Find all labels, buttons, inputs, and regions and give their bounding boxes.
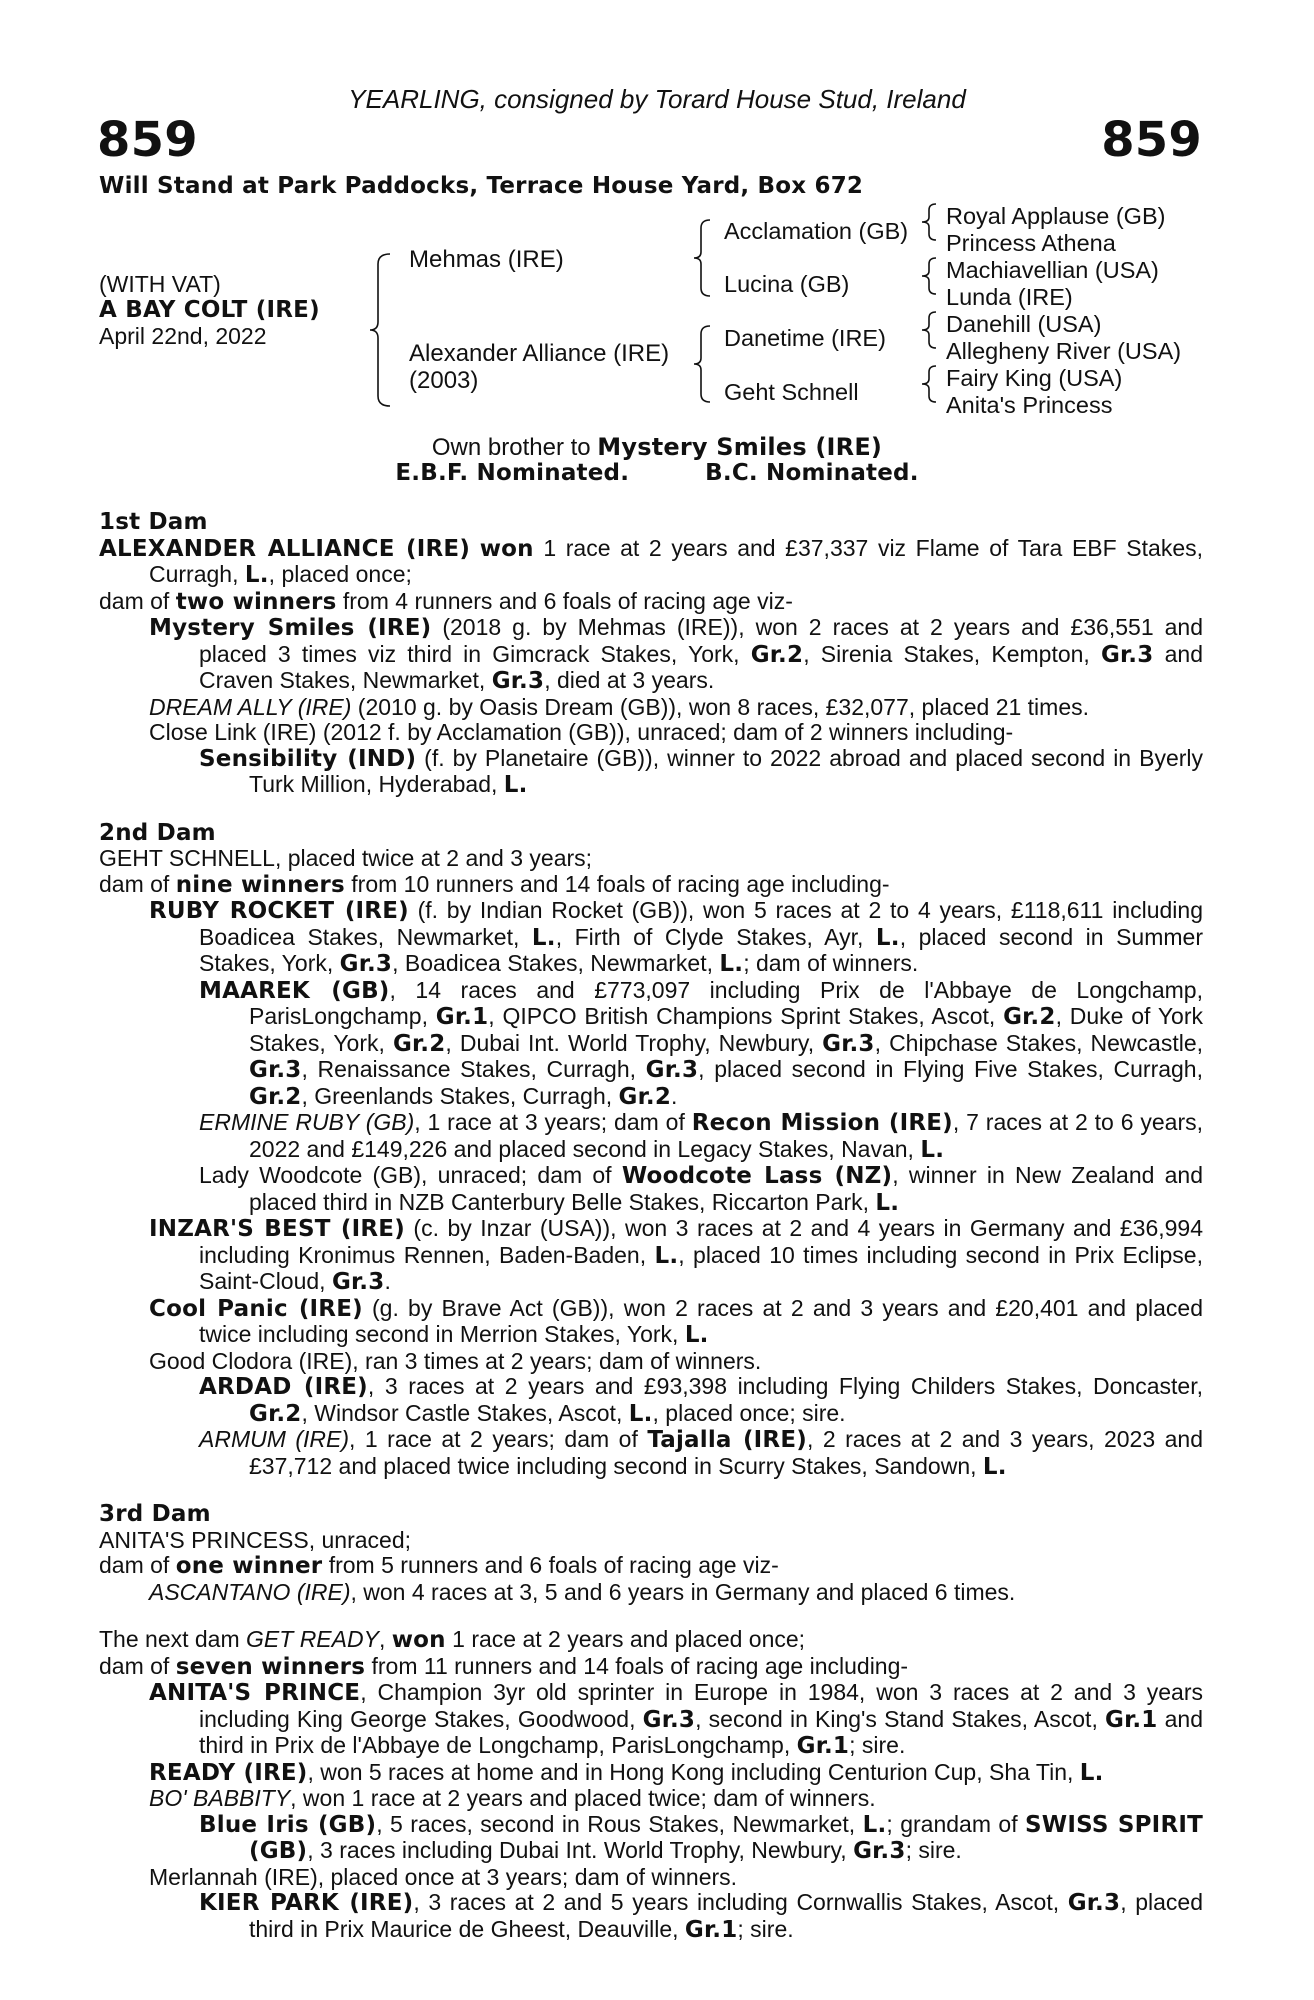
pedigree-sire-dam: Lucina (GB) (724, 271, 850, 297)
pedigree-ggp-2: Princess Athena (946, 230, 1116, 256)
list-item: DREAM ALLY (IRE) (2010 g. by Oasis Dream (GB)), won 8 races, £32,077, placed 21 times. (149, 693, 1090, 720)
list-item: Lady Woodcote (GB), unraced; dam of Woodcote Lass (NZ), winner in New Zealand and placed third in NZB Canterbury Belle Stakes, Riccarton Park, L. (199, 1162, 1204, 1216)
list-item: Sensibility (IND) (f. by Planetaire (GB)), winner to 2022 abroad and placed second in Byerly Turk Million, Hyderabad, L. (199, 744, 1204, 798)
second-dam-record: GEHT SCHNELL, placed twice at 2 and 3 years; (99, 845, 593, 871)
bc-nominated: B.C. Nominated. (705, 460, 919, 486)
nomination-notes (0, 460, 1314, 487)
list-item: ERMINE RUBY (GB), 1 race at 3 years; dam of Recon Mission (IRE), 7 races at 2 to 6 years, 2022 and £149,226 and placed second in Legacy Stakes, Navan, L. (199, 1109, 1204, 1163)
list-item: ASCANTANO (IRE), won 4 races at 3, 5 and 6 years in Germany and placed 6 times. (149, 1578, 1016, 1605)
list-item: Cool Panic (IRE) (g. by Brave Act (GB)), won 2 races at 2 and 3 years and £20,401 and placed twice including second in Merrion Stakes, York, L. (149, 1294, 1203, 1348)
second-dam-produce-summary: dam of nine winners from 10 runners and 14 foals of racing age including- (99, 870, 890, 898)
list-item: ANITA'S PRINCE, Champion 3yr old sprinter in Europe in 1984, won 3 races at 2 and 3 years including King George Stakes, Goodwood, Gr.3, second in King's Stand Stakes, Ascot, Gr.1 and third in Prix de l'Abbaye de Longchamp, ParisLongchamp, Gr.1; sire. (149, 1679, 1203, 1759)
pedigree-bracket-dam (694, 324, 714, 406)
first-dam-produce-summary: dam of two winners from 4 runners and 6 foals of racing age viz- (99, 587, 793, 615)
next-dam-record: The next dam GET READY, won 1 race at 2 years and placed once; (99, 1626, 806, 1653)
next-dam-produce-summary: dam of seven winners from 11 runners and 14 foals of racing age including- (99, 1652, 909, 1680)
list-item: BO' BABBITY, won 1 race at 2 years and placed twice; dam of winners. (149, 1785, 876, 1811)
first-dam-heading: 1st Dam (99, 509, 208, 535)
second-dam-heading: 2nd Dam (99, 819, 216, 846)
pedigree-ggp-3: Machiavellian (USA) (946, 257, 1159, 283)
list-item: KIER PARK (IRE), 3 races at 2 and 5 years including Cornwallis Stakes, Ascot, Gr.3, placed third in Prix Maurice de Gheest, Deauville, Gr.1; sire. (199, 1889, 1203, 1943)
lot-subject-name: A BAY COLT (IRE) (99, 297, 320, 323)
pedigree-ggp-8: Anita's Princess (946, 392, 1113, 418)
first-dam-record: ALEXANDER ALLIANCE (IRE) won 1 race at 2 years and £37,337 viz Flame of Tara EBF Stakes, Curragh, L., placed once; (99, 534, 1204, 588)
stand-location: Will Stand at Park Paddocks, Terrace House Yard, Box 672 (99, 173, 864, 199)
list-item: ARDAD (IRE), 3 races at 2 years and £93,398 including Flying Childers Stakes, Doncaster, Gr.2, Windsor Castle Stakes, Ascot, L., placed once; sire. (199, 1373, 1203, 1427)
list-item: INZAR'S BEST (IRE) (c. by Inzar (USA)), won 3 races at 2 and 4 years in Germany and £36,994 including Kronimus Rennen, Baden-Baden, L., placed 10 times including second in Prix Eclipse, Saint-Cloud, Gr.3. (149, 1215, 1203, 1295)
list-item: RUBY ROCKET (IRE) (f. by Indian Rocket (GB)), won 5 races at 2 to 4 years, £118,611 including Boadicea Stakes, Newmarket, L., Firth of Clyde Stakes, Ayr, L., placed second in Summer Stakes, York, Gr.3, Boadicea Stakes, Newmarket, L.; dam of winners. (149, 897, 1203, 977)
list-item: Good Clodora (IRE), ran 3 times at 2 years; dam of winners. (149, 1347, 762, 1374)
pedigree-dam-year: (2003) (409, 367, 479, 394)
pedigree-bracket-ggp2 (922, 256, 938, 296)
pedigree-ggp-1: Royal Applause (GB) (946, 203, 1166, 229)
pedigree-dam-dam: Geht Schnell (724, 379, 859, 405)
pedigree-ggp-4: Lunda (IRE) (946, 284, 1073, 310)
catalogue-body (99, 510, 1203, 1943)
list-item: Close Link (IRE) (2012 f. by Acclamation (GB)), unraced; dam of 2 winners including- (149, 719, 1014, 745)
third-dam-heading: 3rd Dam (99, 1501, 211, 1527)
pedigree-bracket-ggp3 (922, 310, 938, 350)
pedigree-dam: Alexander Alliance (IRE) (409, 340, 670, 367)
third-dam-produce-summary: dam of one winner from 5 runners and 6 foals of racing age viz- (99, 1552, 779, 1579)
catalogue-subtitle: YEARLING, consigned by Torard House Stud, Ireland (348, 84, 966, 114)
list-item: Mystery Smiles (IRE) (2018 g. by Mehmas (IRE)), won 2 races at 2 years and £36,551 and placed 3 times viz third in Gimcrack Stakes, York, Gr.2, Sirenia Stakes, Kempton, Gr.3 and Craven Stakes, Newmarket, Gr.3, died at 3 years. (149, 614, 1203, 694)
pedigree-dam-sire: Danetime (IRE) (724, 325, 886, 351)
list-item: Merlannah (IRE), placed once at 3 years; dam of winners. (149, 1863, 738, 1890)
lot-number-right: 859 (1101, 112, 1202, 168)
third-dam-record: ANITA'S PRINCESS, unraced; (99, 1526, 412, 1553)
own-brother-note: Own brother to Mystery Smiles (IRE) (431, 433, 883, 461)
pedigree-bracket-ggp4 (922, 364, 938, 404)
pedigree-ggp-5: Danehill (USA) (946, 311, 1102, 337)
foaling-date: April 22nd, 2022 (99, 323, 267, 349)
pedigree-bracket-main (370, 250, 394, 410)
own-brother-horse: Mystery Smiles (IRE) (597, 433, 883, 461)
lot-number-left: 859 (97, 112, 198, 168)
ebf-nominated: E.B.F. Nominated. (395, 460, 630, 486)
list-item: READY (IRE), won 5 races at home and in Hong Kong including Centurion Cup, Sha Tin, L. (149, 1758, 1104, 1786)
pedigree-ggp-7: Fairy King (USA) (946, 365, 1123, 391)
list-item: MAAREK (GB), 14 races and £773,097 including Prix de l'Abbaye de Longchamp, ParisLongchamp, Gr.1, QIPCO British Champions Sprint Stakes, Ascot, Gr.2, Duke of York Stakes, York, Gr.2, Dubai Int. World Trophy, Newbury, Gr.3, Chipchase Stakes, Newcastle, Gr.3, Renaissance Stakes, Curragh, Gr.3, placed second in Flying Five Stakes, Curragh, Gr.2, Greenlands Stakes, Curragh, Gr.2. (199, 976, 1203, 1110)
list-item: Blue Iris (GB), 5 races, second in Rous Stakes, Newmarket, L.; grandam of SWISS SPIRIT (GB), 3 races including Dubai Int. World Trophy, Newbury, Gr.3; sire. (199, 1810, 1204, 1864)
pedigree-bracket-ggp1 (922, 202, 938, 242)
pedigree-sire-sire: Acclamation (GB) (724, 218, 909, 244)
pedigree-bracket-sire (694, 218, 714, 300)
list-item: ARMUM (IRE), 1 race at 2 years; dam of Tajalla (IRE), 2 races at 2 and 3 years, 2023 and £37,712 and placed twice including second in Scurry Stakes, Sandown, L. (199, 1426, 1203, 1480)
pedigree-sire: Mehmas (IRE) (409, 246, 564, 273)
pedigree-ggp-6: Allegheny River (USA) (946, 338, 1182, 364)
vat-note: (WITH VAT) (99, 271, 221, 297)
